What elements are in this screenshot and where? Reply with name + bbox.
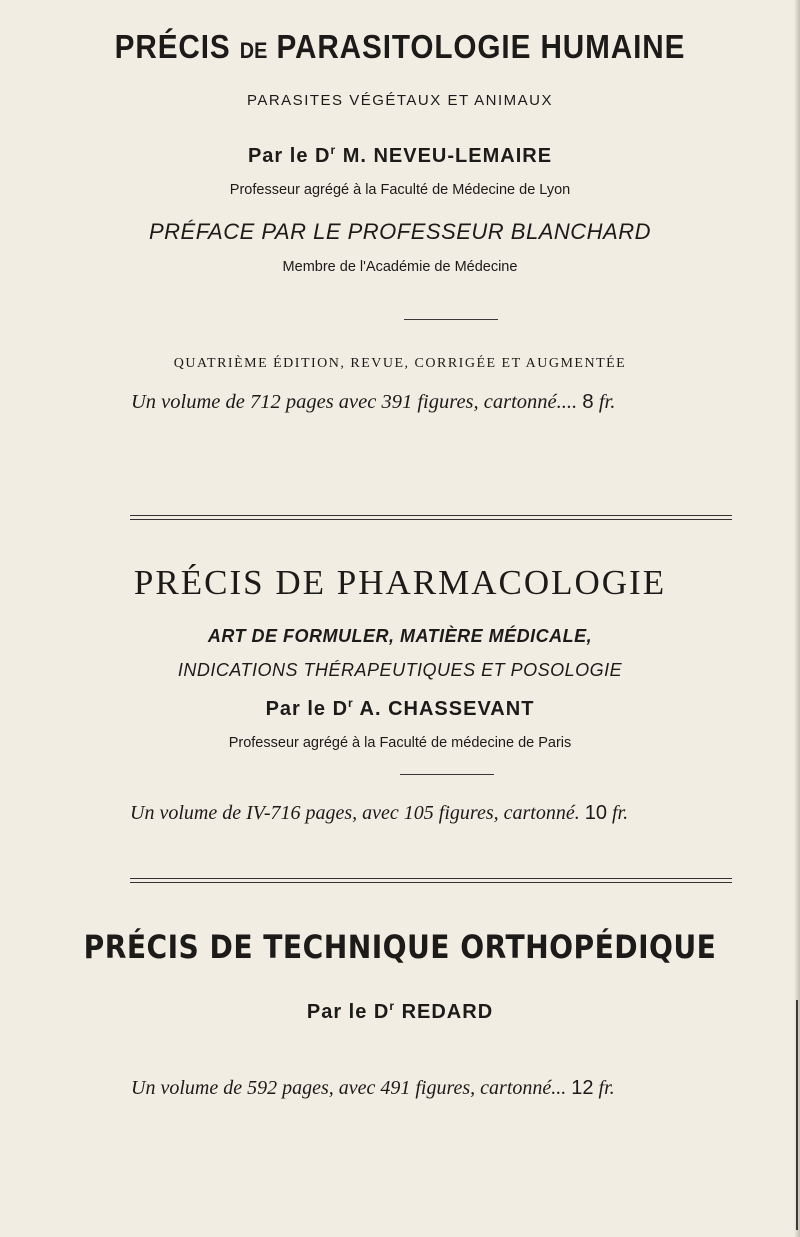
page-edge-line (796, 1000, 798, 1230)
volume-description: Un volume de 712 pages avec 391 figures, cartonné.... (131, 391, 583, 413)
author-prefix: Par le D (306, 1001, 390, 1023)
author-name: M. NEVEU-LEMAIRE (342, 145, 553, 167)
pharmacologie-title: PRÉCIS DE PHARMACOLOGIE (133, 563, 667, 602)
author-name: REDARD (401, 1001, 494, 1023)
pharmacologie-subtitle-line2: INDICATIONS THÉRAPEUTIQUES ET POSOLOGIE (177, 660, 623, 680)
parasitologie-author-position: Professeur agrégé à la Faculté de Médecine de Lyon (229, 182, 571, 198)
price-unit: fr. (611, 802, 629, 824)
orthopedique-author (0, 1001, 800, 1024)
parasitologie-author (0, 145, 800, 168)
author-title-sup: r (348, 696, 354, 710)
parasitologie-volume-line (131, 390, 615, 414)
parasitologie-subtitle: PARASITES VÉGÉTAUX ET ANIMAUX (246, 92, 554, 109)
author-title-sup: r (330, 143, 337, 157)
author-prefix: Par le D (247, 145, 331, 167)
author-name: A. CHASSEVANT (359, 698, 535, 720)
price-value: 8 (582, 390, 594, 413)
pharmacologie-volume-line (130, 802, 628, 825)
orthopedique-title: PRÉCIS DE TECHNIQUE ORTHOPÉDIQUE (83, 928, 717, 966)
pharmacologie-subtitle-line1: ART DE FORMULER, MATIÈRE MÉDICALE, (207, 626, 593, 646)
pharmacologie-author-position: Professeur agrégé à la Faculté de médecine de Paris (228, 735, 572, 751)
parasitologie-title (40, 28, 760, 66)
short-divider (400, 774, 494, 775)
title-word-de: DE (239, 38, 268, 63)
parasitologie-preface: PRÉFACE PAR LE PROFESSEUR BLANCHARD (148, 219, 651, 244)
volume-description: Un volume de IV-716 pages, avec 105 figures, cartonné. (130, 802, 585, 824)
author-title-sup: r (389, 999, 396, 1013)
section-divider (130, 515, 732, 520)
orthopedique-volume-line (131, 1077, 615, 1100)
volume-description: Un volume de 592 pages, avec 491 figures, cartonné... (131, 1077, 572, 1099)
short-divider (404, 319, 498, 320)
section-divider (130, 878, 732, 883)
price-unit: fr. (598, 391, 616, 413)
price-unit: fr. (598, 1077, 615, 1099)
title-word-parasitologie: PARASITOLOGIE HUMAINE (276, 28, 686, 65)
parasitologie-preface-member: Membre de l'Académie de Médecine (282, 259, 518, 275)
author-prefix: Par le D (265, 698, 349, 720)
price-value: 10 (584, 802, 607, 824)
title-word-precis: PRÉCIS (114, 28, 231, 65)
price-value: 12 (571, 1077, 594, 1099)
pharmacologie-author (0, 698, 800, 721)
parasitologie-edition: QUATRIÈME ÉDITION, REVUE, CORRIGÉE ET AUGMENTÉE (173, 356, 627, 371)
